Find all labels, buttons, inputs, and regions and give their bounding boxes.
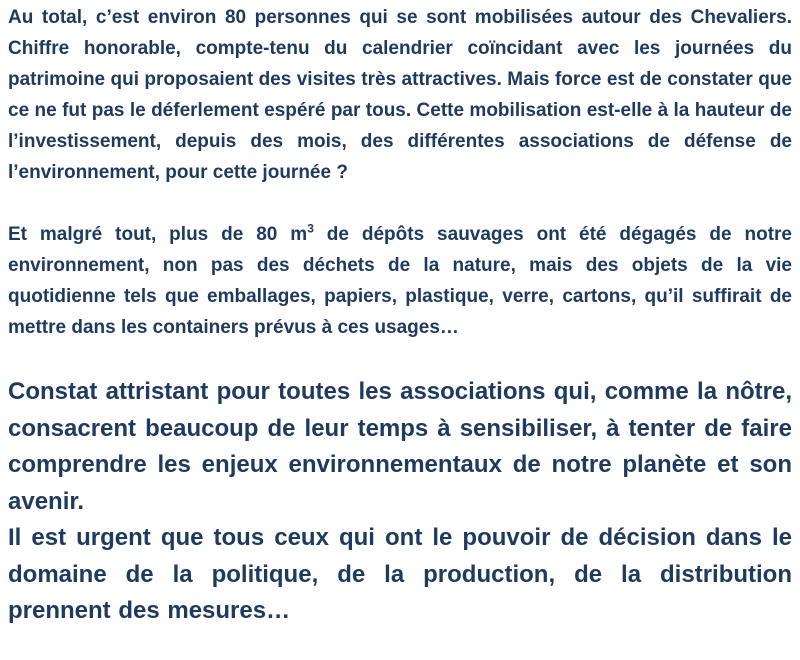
cubic-exponent: 3 [307, 221, 314, 236]
document-page [8, 2, 792, 630]
paragraph-depots-start: Et malgré tout, plus de 80 m [8, 224, 308, 245]
paragraph-urgence: Il est urgent que tous ceux qui ont le pouvoir de décision dans le domaine de la politique, de la production, de la distribution prennent des mesures… [8, 524, 792, 624]
paragraph-constat: Constat attristant pour toutes les associations qui, comme la nôtre, consacrent beaucoup de leur temps à sensibiliser, à tenter de faire comprendre les enjeux environnementaux de notre planète et son avenir. [8, 378, 792, 515]
paragraph-mobilisation: Au total, c’est environ 80 personnes qui se sont mobilisées autour des Chevaliers. Chiffre honorable, compte-tenu du calendrier coïncidant avec les journées du patrimoine qui proposaient des visites très attractives. Mais force est de constater que ce ne fut pas le déferlement espéré par tous. Cette mobilisation est-elle à la hauteur de l’investissement, depuis des mois, des différentes associations de défense de l’environnement, pour cette journée ? [8, 7, 792, 183]
paragraph-depots [8, 219, 792, 343]
paragraph-depots-end: de dépôts sauvages ont été dégagés de notre environnement, non pas des déchets de la nature, mais des objets de la vie quotidienne tels que emballages, papiers, plastique, verre, cartons, qu’il suffirait de mettre dans les containers prévus à ces usages… [8, 224, 792, 338]
